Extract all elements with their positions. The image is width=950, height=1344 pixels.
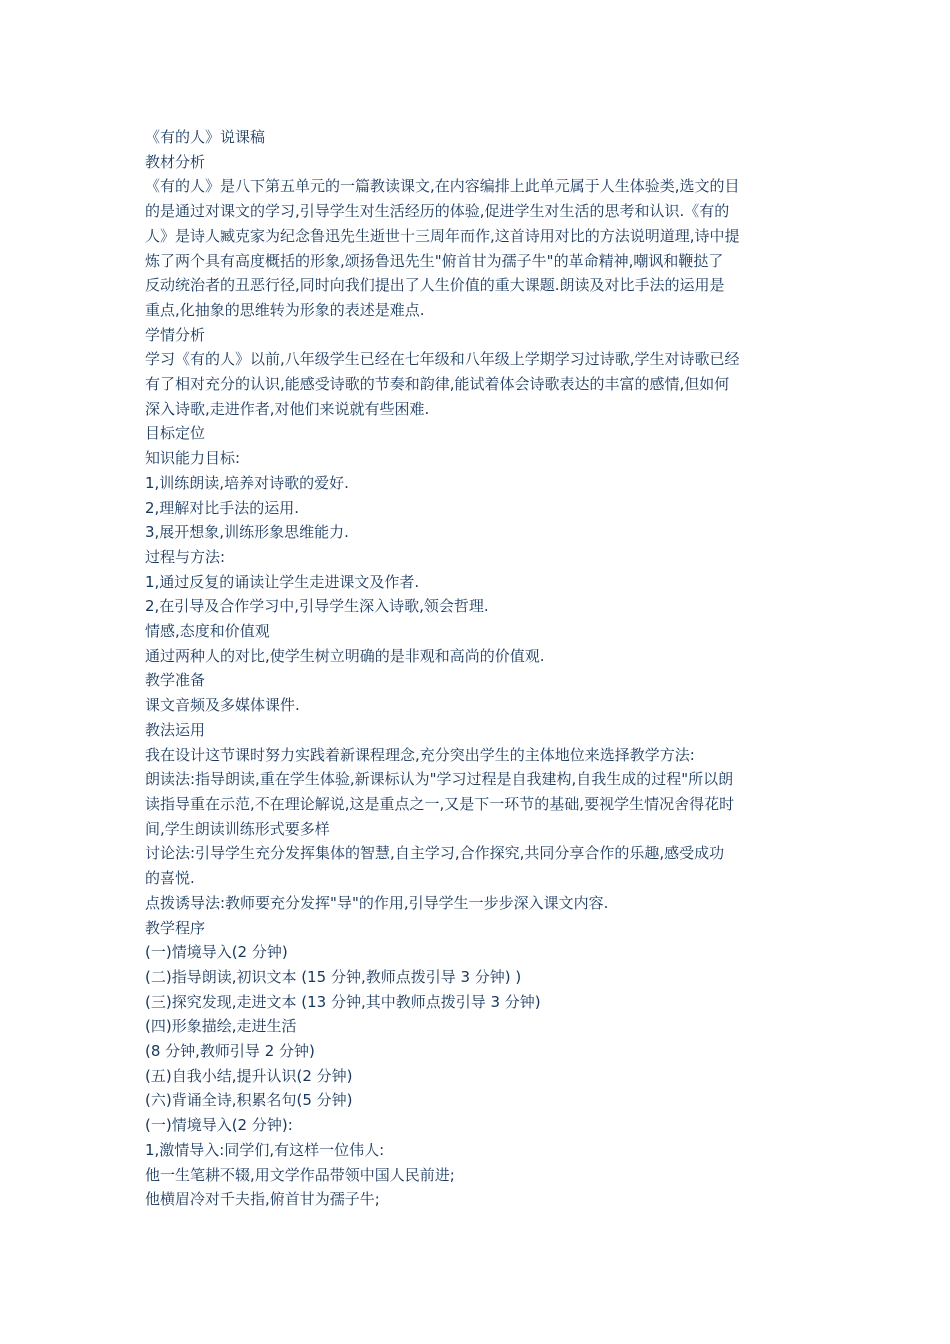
- text-line: 反动统治者的丑恶行径,同时向我们提出了人生价值的重大课题.朗读及对比手法的运用是: [145, 276, 725, 295]
- text-line: 他一生笔耕不辍,用文学作品带领中国人民前进;: [145, 1165, 455, 1184]
- document-title: 《有的人》说课稿: [145, 128, 266, 146]
- text-line: 深入诗歌,走进作者,对他们来说就有些困难.: [145, 399, 430, 418]
- text-line: (三)探究发现,走进文本 (13 分钟,其中教师点拨引导 3 分钟): [145, 992, 541, 1011]
- text-line: 讨论法:引导学生充分发挥集体的智慧,自主学习,合作探究,共同分享合作的乐趣,感受成功: [145, 844, 725, 863]
- text-line: 学情分析: [145, 325, 206, 344]
- text-line: 1,训练朗读,培养对诗歌的爱好.: [145, 473, 349, 492]
- text-line: 1,激情导入:同学们,有这样一位伟人:: [145, 1140, 385, 1159]
- text-line: 教学程序: [145, 918, 206, 937]
- text-line: 的喜悦.: [145, 869, 195, 888]
- text-line: 人》是诗人臧克家为纪念鲁迅先生逝世十三周年而作,这首诗用对比的方法说明道理,诗中提: [145, 226, 740, 245]
- text-line: 1,通过反复的诵读让学生走进课文及作者.: [145, 572, 420, 591]
- text-line: 重点,化抽象的思维转为形象的表述是难点.: [145, 300, 425, 319]
- text-line: 教学准备: [145, 671, 206, 690]
- text-line: (8 分钟,教师引导 2 分钟): [145, 1042, 315, 1061]
- text-line: (五)自我小结,提升认识(2 分钟): [145, 1066, 353, 1085]
- text-line: 过程与方法:: [145, 547, 226, 566]
- text-line: 间,学生朗读训练形式要多样: [145, 819, 330, 838]
- text-line: 炼了两个具有高度概括的形象,颂扬鲁迅先生"俯首甘为孺子牛"的革命精神,嘲讽和鞭挞了: [145, 251, 724, 270]
- text-line: 教法运用: [145, 720, 206, 739]
- text-line: 他横眉冷对千夫指,俯首甘为孺子牛;: [145, 1190, 380, 1209]
- text-line: (一)情境导入(2 分钟):: [145, 1116, 293, 1135]
- text-line: (二)指导朗读,初识文本 (15 分钟,教师点拨引导 3 分钟) ): [145, 967, 522, 986]
- text-line: 通过两种人的对比,使学生树立明确的是非观和高尚的价值观.: [145, 646, 545, 665]
- text-line: 《有的人》是八下第五单元的一篇教读课文,在内容编排上此单元属于人生体验类,选文的目: [145, 177, 740, 196]
- text-line: 教材分析: [145, 152, 206, 171]
- text-line: 情感,态度和价值观: [145, 622, 270, 641]
- text-line: 课文音频及多媒体课件.: [145, 696, 300, 715]
- text-line: 我在设计这节课时努力实践着新课程理念,充分突出学生的主体地位来选择教学方法:: [145, 745, 695, 764]
- text-line: 2,在引导及合作学习中,引导学生深入诗歌,领会哲理.: [145, 597, 489, 616]
- document-body: [145, 125, 810, 1212]
- text-line: (四)形象描绘,走进生活: [145, 1017, 297, 1036]
- text-line: 有了相对充分的认识,能感受诗歌的节奏和韵律,能试着体会诗歌表达的丰富的感情,但如何: [145, 375, 730, 394]
- text-line: 读指导重在示范,不在理论解说,这是重点之一,又是下一环节的基础,要视学生情况舍得花时: [145, 794, 735, 813]
- text-line: (六)背诵全诗,积累名句(5 分钟): [145, 1091, 353, 1110]
- text-line: (一)情境导入(2 分钟): [145, 943, 288, 962]
- text-line: 3,展开想象,训练形象思维能力.: [145, 523, 349, 542]
- text-line: 知识能力目标:: [145, 449, 241, 468]
- text-line: 2,理解对比手法的运用.: [145, 498, 300, 517]
- text-line: 点拨诱导法:教师要充分发挥"导"的作用,引导学生一步步深入课文内容.: [145, 893, 609, 912]
- text-line: 的是通过对课文的学习,引导学生对生活经历的体验,促进学生对生活的思考和认识.《有的: [145, 202, 730, 221]
- text-line: 学习《有的人》以前,八年级学生已经在七年级和八年级上学期学习过诗歌,学生对诗歌已经: [145, 350, 740, 369]
- text-line: 目标定位: [145, 424, 206, 443]
- text-line: 朗读法:指导朗读,重在学生体验,新课标认为"学习过程是自我建构,自我生成的过程"所以朗: [145, 770, 734, 789]
